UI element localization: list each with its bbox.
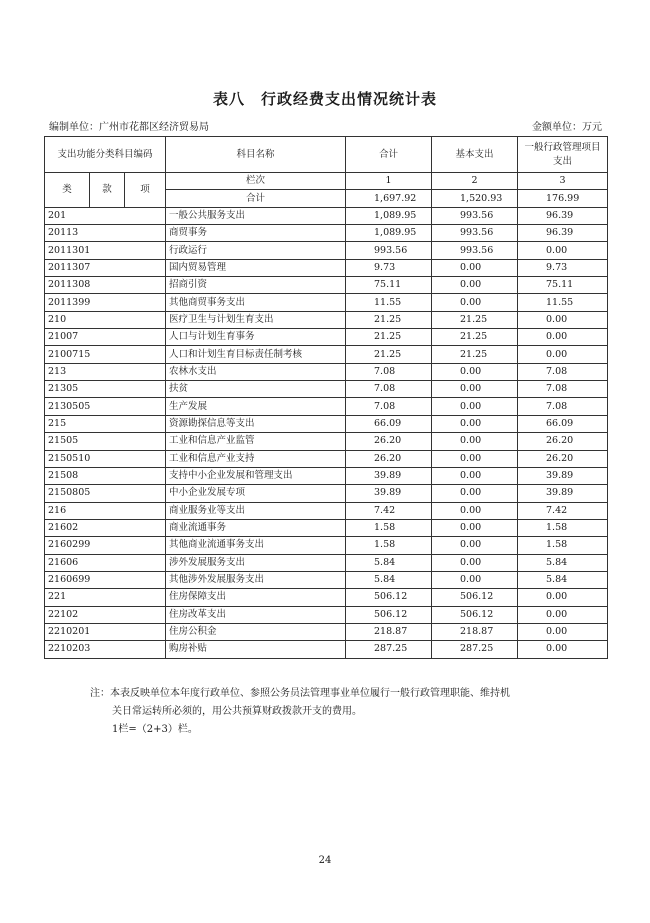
header-total: 合计 [346,137,432,173]
row-code: 2011301 [45,242,166,259]
table-row [45,277,608,294]
header-col2: 2 [432,173,518,190]
row-total: 506.12 [346,606,432,623]
row-total: 21.25 [346,329,432,346]
row-general: 0.00 [518,329,608,346]
page-title: 表八 行政经费支出情况统计表 [212,90,437,108]
row-total: 5.84 [346,554,432,571]
row-total: 75.11 [346,277,432,294]
row-basic: 0.00 [432,294,518,311]
row-name: 住房公积金 [166,623,346,640]
table-row [45,641,608,658]
row-general: 0.00 [518,589,608,606]
table-row [45,589,608,606]
table-row [45,537,608,554]
header-xiang: 项 [125,173,166,208]
row-general: 1.58 [518,519,608,536]
row-basic: 0.00 [432,398,518,415]
row-name: 资源勘探信息等支出 [166,415,346,432]
row-name: 购房补贴 [166,641,346,658]
row-name: 支持中小企业发展和管理支出 [166,467,346,484]
row-general: 66.09 [518,415,608,432]
row-general: 0.00 [518,242,608,259]
row-code: 2160699 [45,571,166,588]
row-basic: 993.56 [432,242,518,259]
row-basic: 21.25 [432,346,518,363]
row-code: 2210201 [45,623,166,640]
row-general: 5.84 [518,554,608,571]
row-general: 11.55 [518,294,608,311]
row-basic: 0.00 [432,277,518,294]
table-row [45,381,608,398]
row-name: 国内贸易管理 [166,259,346,276]
row-general: 26.20 [518,450,608,467]
row-basic: 0.00 [432,554,518,571]
row-name: 商业服务业等支出 [166,502,346,519]
table-row [45,571,608,588]
row-total: 39.89 [346,485,432,502]
row-basic: 21.25 [432,311,518,328]
row-code: 20113 [45,225,166,242]
row-name: 其他涉外发展服务支出 [166,571,346,588]
total-general: 176.99 [518,190,608,207]
table-row [45,519,608,536]
row-basic: 0.00 [432,433,518,450]
header-kuan: 款 [90,173,125,208]
row-total: 993.56 [346,242,432,259]
row-code: 2160299 [45,537,166,554]
row-general: 0.00 [518,346,608,363]
row-total: 1,089.95 [346,225,432,242]
row-name: 行政运行 [166,242,346,259]
row-code: 22102 [45,606,166,623]
total-label: 合计 [166,190,346,207]
row-name: 其他商贸事务支出 [166,294,346,311]
row-name: 农林水支出 [166,363,346,380]
row-total: 7.08 [346,363,432,380]
expense-table [44,136,608,659]
row-name: 一般公共服务支出 [166,207,346,224]
row-total: 5.84 [346,571,432,588]
row-name: 商业流通事务 [166,519,346,536]
note-line: 注：本表反映单位本年度行政单位、参照公务员法管理事业单位履行一般行政管理职能、维持机 [90,688,510,699]
row-total: 9.73 [346,259,432,276]
header-basic: 基本支出 [432,137,518,173]
row-code: 2150510 [45,450,166,467]
note-line: 关日常运转所必须的，用公共预算财政拨款开支的费用。 [112,706,362,717]
notes [90,685,610,739]
row-general: 0.00 [518,606,608,623]
row-total: 26.20 [346,433,432,450]
table-row [45,346,608,363]
row-general: 75.11 [518,277,608,294]
row-general: 1.58 [518,537,608,554]
row-basic: 0.00 [432,485,518,502]
row-general: 5.84 [518,571,608,588]
row-name: 工业和信息产业支持 [166,450,346,467]
row-basic: 0.00 [432,415,518,432]
row-basic: 0.00 [432,502,518,519]
row-general: 0.00 [518,623,608,640]
row-basic: 993.56 [432,225,518,242]
row-basic: 0.00 [432,537,518,554]
row-basic: 287.25 [432,641,518,658]
row-code: 201 [45,207,166,224]
row-name: 扶贫 [166,381,346,398]
table-row [45,207,608,224]
row-code: 2011399 [45,294,166,311]
row-general: 39.89 [518,485,608,502]
row-general: 7.08 [518,398,608,415]
table-row [45,225,608,242]
row-total: 1.58 [346,537,432,554]
table-row [45,363,608,380]
row-general: 7.08 [518,363,608,380]
row-code: 221 [45,589,166,606]
row-code: 2150805 [45,485,166,502]
row-name: 医疗卫生与计划生育支出 [166,311,346,328]
row-name: 人口和计划生育目标责任制考核 [166,346,346,363]
row-basic: 21.25 [432,329,518,346]
row-basic: 0.00 [432,259,518,276]
row-total: 7.08 [346,381,432,398]
row-name: 住房改革支出 [166,606,346,623]
row-general: 96.39 [518,207,608,224]
row-total: 26.20 [346,450,432,467]
row-basic: 506.12 [432,606,518,623]
header-general: 一般行政管理项目支出 [518,137,608,173]
row-general: 39.89 [518,467,608,484]
header-code: 支出功能分类科目编码 [45,137,166,173]
row-code: 2011307 [45,259,166,276]
row-general: 96.39 [518,225,608,242]
header-col3: 3 [518,173,608,190]
row-name: 其他商业流通事务支出 [166,537,346,554]
row-basic: 0.00 [432,381,518,398]
row-code: 21606 [45,554,166,571]
row-code: 210 [45,311,166,328]
note-line: 1栏=（2+3）栏。 [112,724,198,735]
row-code: 21505 [45,433,166,450]
row-general: 0.00 [518,311,608,328]
row-total: 21.25 [346,346,432,363]
table-row [45,485,608,502]
row-total: 21.25 [346,311,432,328]
table-row [45,398,608,415]
row-basic: 0.00 [432,450,518,467]
header-col1: 1 [346,173,432,190]
row-total: 66.09 [346,415,432,432]
table-row [45,502,608,519]
row-name: 住房保障支出 [166,589,346,606]
row-code: 2011308 [45,277,166,294]
row-name: 涉外发展服务支出 [166,554,346,571]
row-total: 1.58 [346,519,432,536]
total-basic: 1,520.93 [432,190,518,207]
row-total: 506.12 [346,589,432,606]
row-code: 21602 [45,519,166,536]
row-basic: 993.56 [432,207,518,224]
compiling-unit: 编制单位：广州市花都区经济贸易局 [49,122,209,133]
table-row [45,415,608,432]
row-basic: 0.00 [432,363,518,380]
table-row [45,554,608,571]
table-row [45,467,608,484]
row-code: 2100715 [45,346,166,363]
header-lanci: 栏次 [166,173,346,190]
row-name: 商贸事务 [166,225,346,242]
table-row [45,450,608,467]
row-name: 中小企业发展专项 [166,485,346,502]
row-total: 1,089.95 [346,207,432,224]
row-basic: 0.00 [432,467,518,484]
row-name: 招商引资 [166,277,346,294]
row-name: 人口与计划生育事务 [166,329,346,346]
header-lei: 类 [45,173,90,208]
row-basic: 0.00 [432,519,518,536]
row-code: 216 [45,502,166,519]
table-row [45,242,608,259]
row-code: 21508 [45,467,166,484]
table-row [45,433,608,450]
row-total: 11.55 [346,294,432,311]
table-row [45,294,608,311]
row-total: 39.89 [346,467,432,484]
row-name: 生产发展 [166,398,346,415]
row-code: 2210203 [45,641,166,658]
row-basic: 218.87 [432,623,518,640]
row-code: 21305 [45,381,166,398]
row-total: 7.08 [346,398,432,415]
row-code: 213 [45,363,166,380]
row-name: 工业和信息产业监管 [166,433,346,450]
row-general: 7.08 [518,381,608,398]
row-basic: 506.12 [432,589,518,606]
header-name: 科目名称 [166,137,346,173]
row-general: 9.73 [518,259,608,276]
row-basic: 0.00 [432,571,518,588]
row-general: 0.00 [518,641,608,658]
header-row [45,137,608,173]
row-general: 7.42 [518,502,608,519]
row-code: 215 [45,415,166,432]
amount-unit: 金额单位：万元 [532,122,602,133]
row-total: 7.42 [346,502,432,519]
table-row [45,259,608,276]
total-amount: 1,697.92 [346,190,432,207]
row-total: 287.25 [346,641,432,658]
table-row [45,606,608,623]
table-row [45,623,608,640]
row-code: 21007 [45,329,166,346]
row-general: 26.20 [518,433,608,450]
row-total: 218.87 [346,623,432,640]
row-code: 2130505 [45,398,166,415]
subheader-row [45,173,608,190]
page-number: 24 [318,855,332,866]
table-row [45,329,608,346]
table-row [45,311,608,328]
